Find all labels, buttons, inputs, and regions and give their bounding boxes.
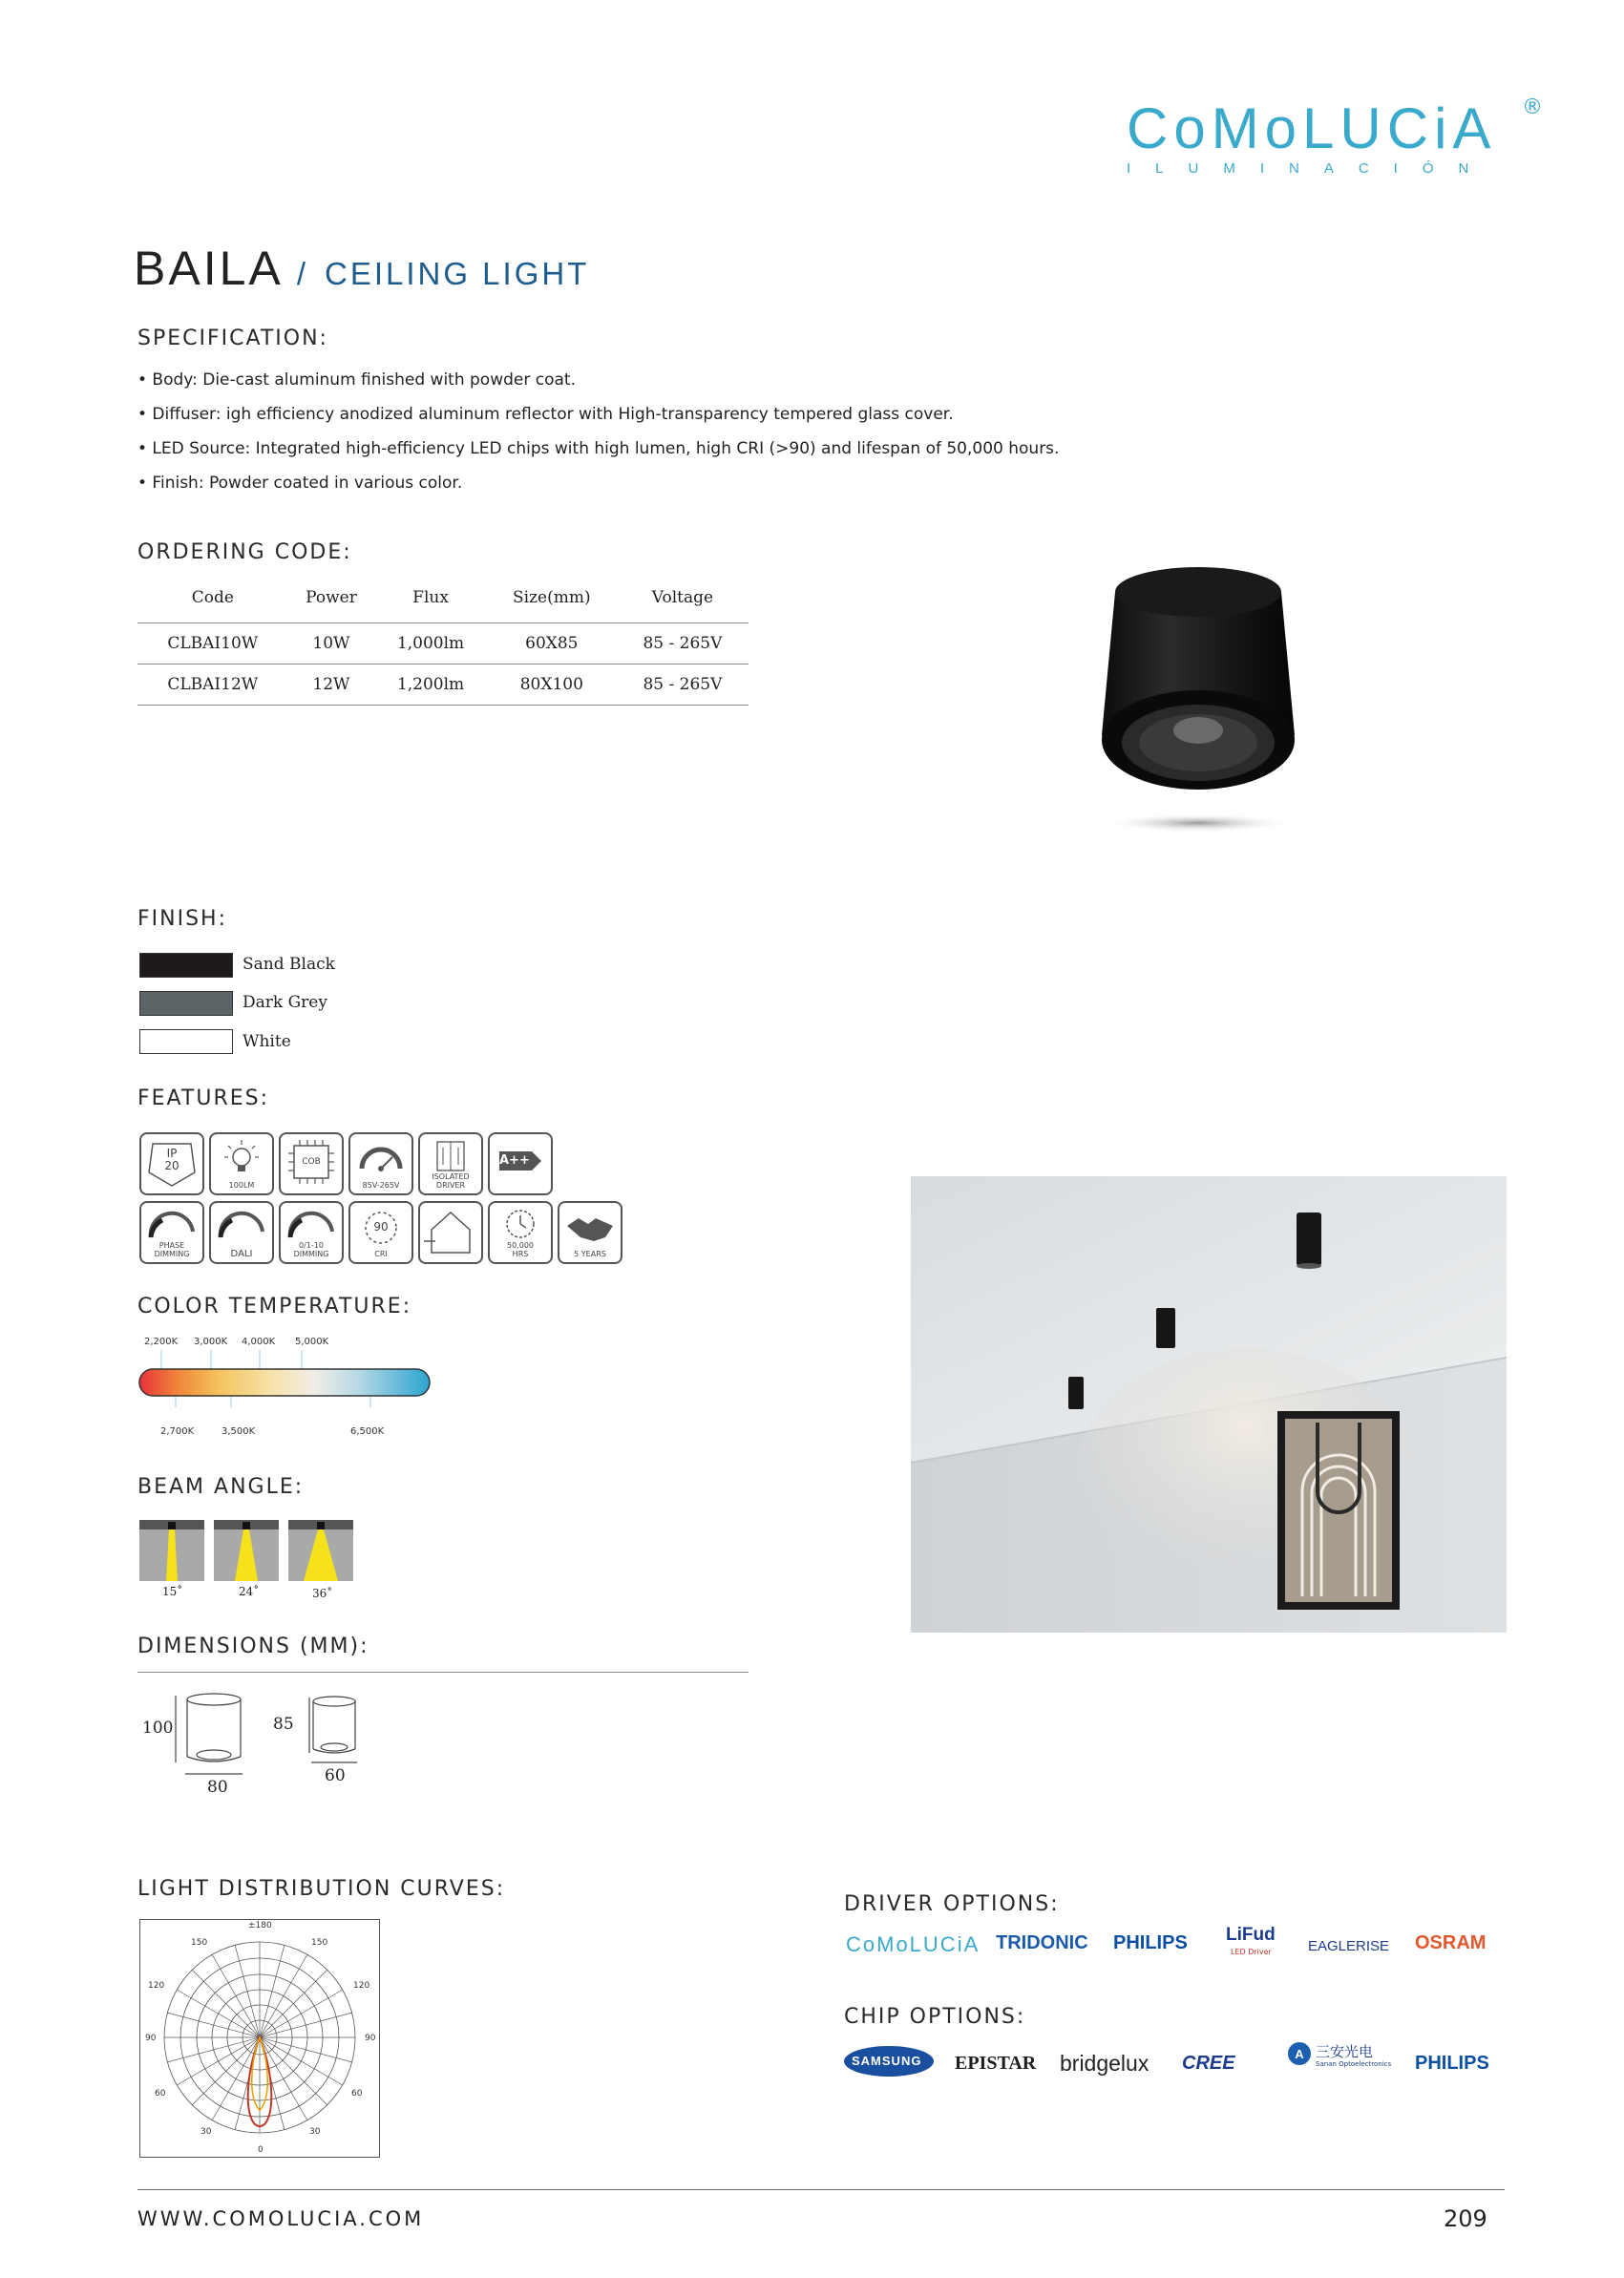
polar-angle-label: 90 (365, 2034, 376, 2043)
dimension-height-large: 100 (142, 1719, 174, 1738)
voltage-gauge-icon: 85V-265V (348, 1132, 413, 1195)
table-row (137, 664, 749, 706)
sanan-circle-icon (1287, 2041, 1312, 2066)
lifespan-clock-icon: 50,000 HRS (488, 1201, 553, 1264)
chip-logo-samsung: SAMSUNG (852, 2054, 922, 2068)
beam-angle-diagrams (137, 1518, 367, 1585)
cct-label: 3,000K (194, 1337, 228, 1347)
beam-angle-heading: BEAM ANGLE: (137, 1475, 305, 1499)
dimension-drawings (137, 1686, 386, 1791)
table-cell: 85 - 265V (617, 623, 749, 664)
brand-logo-subtitle: ILUMINACIÓN (1127, 160, 1494, 177)
lifud-subtitle: LED Driver (1231, 1948, 1272, 1956)
table-cell: 1,200lm (374, 664, 487, 706)
driver-logo-lifud: LiFud (1226, 1925, 1276, 1945)
beam-angle-label: 15˚ (162, 1585, 183, 1598)
table-cell: 10W (288, 623, 375, 664)
installation-photo (911, 1176, 1507, 1633)
cct-label: 3,500K (221, 1426, 256, 1437)
chip-logo-sanan: 三安光电 (1316, 2043, 1374, 2060)
handshake-icon: 5 YEARS (558, 1201, 622, 1264)
ip20-icon: IP 20 (139, 1132, 204, 1195)
driver-logo-comolucia: CoMoLUCiA (846, 1932, 981, 1956)
polar-angle-label: 60 (155, 2089, 166, 2099)
table-cell: 1,000lm (374, 623, 487, 664)
cri-icon: 90 CRI (348, 1201, 413, 1264)
polar-angle-label: 30 (200, 2127, 212, 2137)
table-row (137, 623, 749, 664)
polar-angle-label: 120 (148, 1981, 165, 1991)
table-cell: 85 - 265V (617, 664, 749, 706)
chip-options-heading: CHIP OPTIONS: (844, 2005, 1026, 2029)
polar-angle-label: 30 (309, 2127, 321, 2137)
ordering-table (137, 573, 749, 706)
color-temperature-bar (137, 1350, 433, 1426)
product-photo (1088, 554, 1308, 840)
footer-website[interactable]: WWW.COMOLUCIA.COM (137, 2207, 425, 2230)
driver-options-heading: DRIVER OPTIONS: (844, 1892, 1060, 1916)
polar-angle-label: 150 (311, 1938, 328, 1948)
driver-logo-philips: PHILIPS (1113, 1932, 1188, 1953)
cct-label: 5,000K (295, 1337, 329, 1347)
features-heading: FEATURES: (137, 1086, 270, 1110)
polar-angle-label: 120 (353, 1981, 370, 1991)
polar-angle-label: 0 (258, 2145, 264, 2155)
registered-mark: ® (1522, 95, 1543, 119)
table-cell: 80X100 (487, 664, 617, 706)
finish-swatch-dark-grey (139, 991, 233, 1016)
table-cell: CLBAI12W (137, 664, 288, 706)
isolated-driver-icon: ISOLATED DRIVER (418, 1132, 483, 1195)
column-header: Code (137, 573, 288, 623)
chip-logo-cree: CREE (1182, 2053, 1235, 2074)
bulb-icon: 100LM (209, 1132, 274, 1195)
beam-angle-label: 36˚ (312, 1587, 333, 1600)
title-separator: / (296, 256, 309, 291)
polar-distribution-chart (139, 1919, 380, 2158)
cob-chip-icon: COB (279, 1132, 344, 1195)
table-header-row (137, 573, 749, 623)
dimension-height-small: 85 (273, 1715, 294, 1734)
spec-item: • Diffuser: igh efficiency anodized aluminum reflector with High-transparency tempered glass cover. (137, 405, 954, 424)
divider (137, 1672, 749, 1673)
polar-angle-label: 150 (191, 1938, 208, 1948)
finish-label: Dark Grey (243, 993, 327, 1012)
spec-item: • LED Source: Integrated high-efficiency LED chips with high lumen, high CRI (>90) and lifespan of 50,000 hours. (137, 439, 1060, 458)
finish-swatch-white (139, 1029, 233, 1054)
dali-icon: DALI (209, 1201, 274, 1264)
chip-logo-epistar: EPISTAR (955, 2053, 1037, 2074)
driver-logo-eaglerise: EAGLERISE (1308, 1938, 1390, 1954)
cct-label: 2,200K (144, 1337, 179, 1347)
cct-label: 6,500K (350, 1426, 385, 1437)
chip-logo-bridgelux: bridgelux (1060, 2051, 1149, 2076)
spec-item: • Body: Die-cast aluminum finished with powder coat. (137, 370, 576, 390)
dimension-width-large: 80 (207, 1778, 228, 1797)
finish-label: Sand Black (243, 955, 335, 974)
beam-angle-label: 24˚ (239, 1585, 260, 1598)
dimension-width-small: 60 (325, 1766, 346, 1785)
phase-dimming-icon: PHASE DIMMING (139, 1201, 204, 1264)
dimensions-heading: DIMENSIONS (MM): (137, 1635, 369, 1658)
house-icon (418, 1201, 483, 1264)
table-cell: 60X85 (487, 623, 617, 664)
finish-swatch-sand-black (139, 953, 233, 978)
column-header: Voltage (617, 573, 749, 623)
dimming-0-10-icon: 0/1-10 DIMMING (279, 1201, 344, 1264)
page-number: 209 (1444, 2205, 1487, 2232)
driver-logo-osram: OSRAM (1415, 1932, 1487, 1953)
product-category: CEILING LIGHT (324, 256, 590, 291)
table-cell: CLBAI10W (137, 623, 288, 664)
finish-label: White (243, 1032, 291, 1051)
chip-logo-philips: PHILIPS (1415, 2053, 1489, 2074)
energy-class-icon: A++ (488, 1132, 553, 1195)
light-distribution-heading: LIGHT DISTRIBUTION CURVES: (137, 1877, 506, 1901)
polar-angle-label: 90 (145, 2034, 157, 2043)
color-temperature-heading: COLOR TEMPERATURE: (137, 1295, 412, 1318)
ordering-code-heading: ORDERING CODE: (137, 540, 352, 564)
column-header: Size(mm) (487, 573, 617, 623)
column-header: Power (288, 573, 375, 623)
cct-label: 4,000K (242, 1337, 276, 1347)
polar-angle-label: ±180 (248, 1921, 272, 1930)
specification-heading: SPECIFICATION: (137, 327, 328, 350)
column-header: Flux (374, 573, 487, 623)
footer-divider (137, 2189, 1505, 2190)
page-title (134, 241, 589, 296)
finish-heading: FINISH: (137, 907, 228, 931)
svg-text:A: A (1295, 2047, 1304, 2061)
table-cell: 12W (288, 664, 375, 706)
polar-angle-label: 60 (351, 2089, 363, 2099)
brand-logo: CoMoLUCiA (1127, 96, 1497, 160)
driver-logo-tridonic: TRIDONIC (996, 1932, 1088, 1953)
product-name: BAILA (134, 242, 281, 295)
sanan-subtitle: Sanan Optoelectronics (1316, 2060, 1392, 2068)
spec-item: • Finish: Powder coated in various color. (137, 474, 463, 493)
cct-label: 2,700K (160, 1426, 195, 1437)
